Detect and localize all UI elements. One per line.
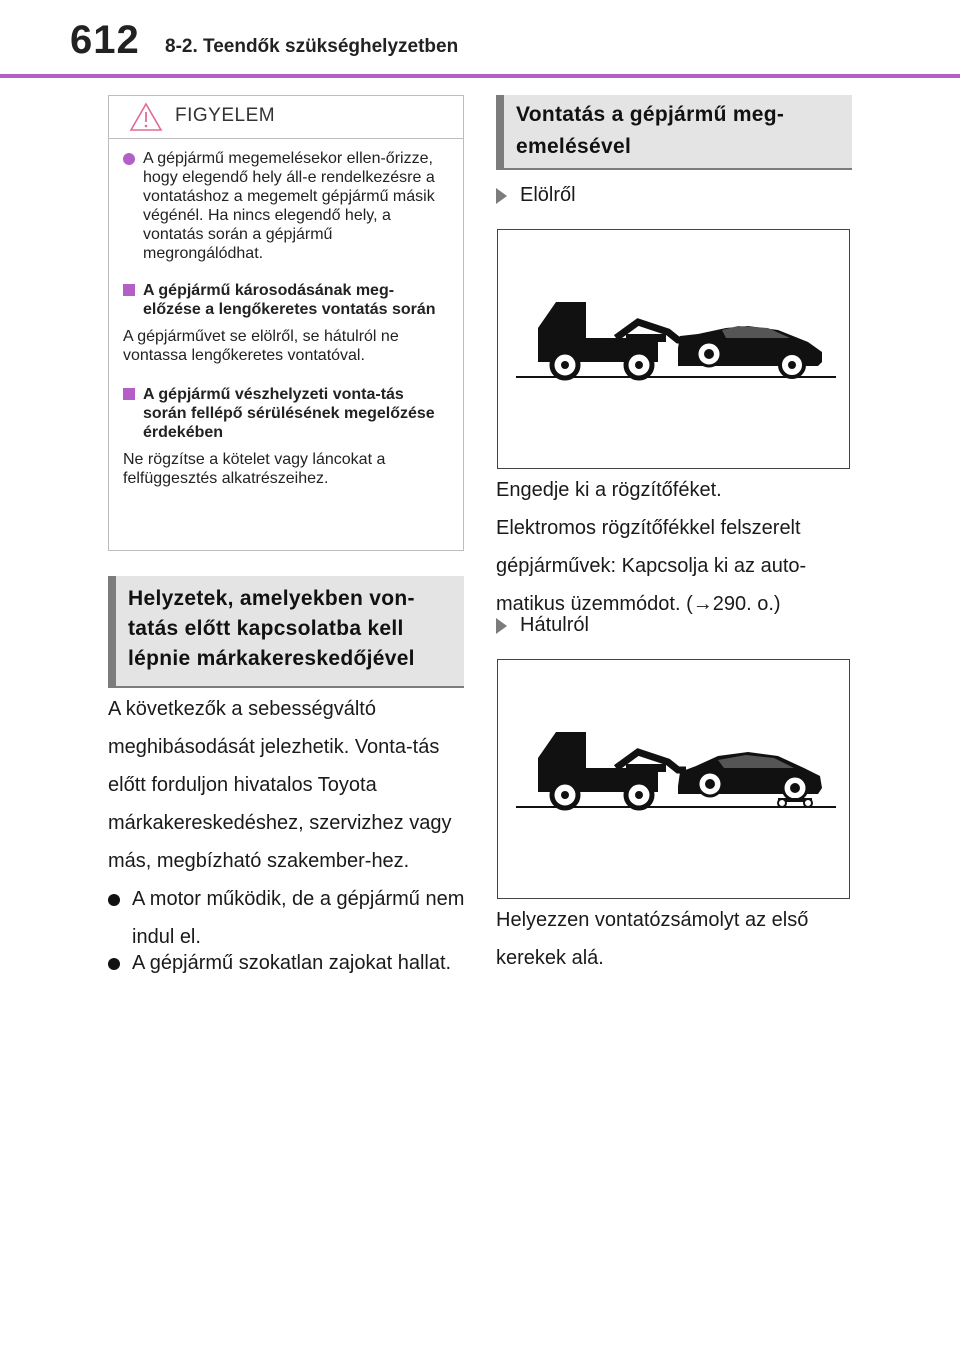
right-section-heading: Vontatás a gépjármű meg-emelésével (496, 95, 852, 170)
warning-bullet-text: A gépjármű megemelésekor ellen-őrizze, hogy elegendő hely áll-e rendelkezésre a vontatáshoz a megemelt gépjármű másik végénél. Ha nincs elegendő hely, a vontatás során a gépjármű megrongálódhat. (143, 150, 435, 262)
warning-box (108, 95, 464, 551)
header-rule (0, 74, 960, 78)
front-text-2: Elektromos rögzítőfékkel felszerelt gépjárművek: Kapcsolja ki az auto-matikus üzemmódot. (→290. o.) (496, 517, 807, 615)
bullet-dot-icon (108, 894, 120, 906)
warning-title: FIGYELEM (175, 105, 276, 126)
page-number: 612 (70, 18, 140, 62)
list-item (108, 944, 468, 982)
bullet-dot-icon (108, 958, 120, 970)
rear-label (496, 612, 589, 638)
warning-triangle-icon (129, 101, 163, 133)
rear-text: Helyezzen vontatózsámolyt az első kerekek alá. (496, 909, 809, 969)
front-label (496, 182, 576, 208)
warning-subheading-1 (123, 281, 447, 319)
warning-bullet (123, 149, 447, 263)
front-text-1: Engedje ki a rögzítőféket. (496, 479, 722, 501)
tow-truck-front-icon (498, 230, 849, 468)
list-item-text: A motor működik, de a gépjármű nem indul el. (132, 888, 465, 948)
arrow-right-icon (496, 618, 507, 634)
square-bullet-icon (123, 284, 135, 296)
section-title: 8-2. Teendők szükséghelyzetben (165, 36, 459, 57)
warning-text-1: A gépjárművet se elölről, se hátulról ne vontassa lengőkeretes vontatóval. (123, 328, 399, 364)
warning-subheading-1-text: A gépjármű károsodásának meg-előzése a lengőkeretes vontatás során (143, 282, 436, 318)
left-paragraph: A következők a sebességváltó meghibásodását jelezhetik. Vonta-tás előtt forduljon hivatalos Toyota márkakereskedéshez, szervizhez vagy más, megbízható szakember-hez. (108, 698, 452, 872)
rear-label-text: Hátulról (520, 614, 589, 636)
warning-subheading-2 (123, 385, 447, 442)
warning-text-2: Ne rögzítse a kötelet vagy láncokat a felfüggesztés alkatrészeihez. (123, 451, 386, 487)
square-bullet-icon (123, 388, 135, 400)
warning-header (109, 96, 463, 139)
tow-truck-rear-icon (498, 660, 849, 898)
front-tow-illustration (497, 229, 850, 469)
rear-tow-illustration (497, 659, 850, 899)
arrow-right-icon (496, 188, 507, 204)
bullet-dot-icon (123, 153, 135, 165)
left-section-heading: Helyzetek, amelyekben von-tatás előtt kapcsolatba kell lépnie márkakereskedőjével (108, 576, 464, 688)
list-item-text: A gépjármű szokatlan zajokat hallat. (132, 952, 452, 974)
front-label-text: Elölről (520, 184, 576, 206)
warning-subheading-2-text: A gépjármű vészhelyzeti vonta-tás során fellépő sérülésének megelőzése érdekében (143, 386, 435, 441)
